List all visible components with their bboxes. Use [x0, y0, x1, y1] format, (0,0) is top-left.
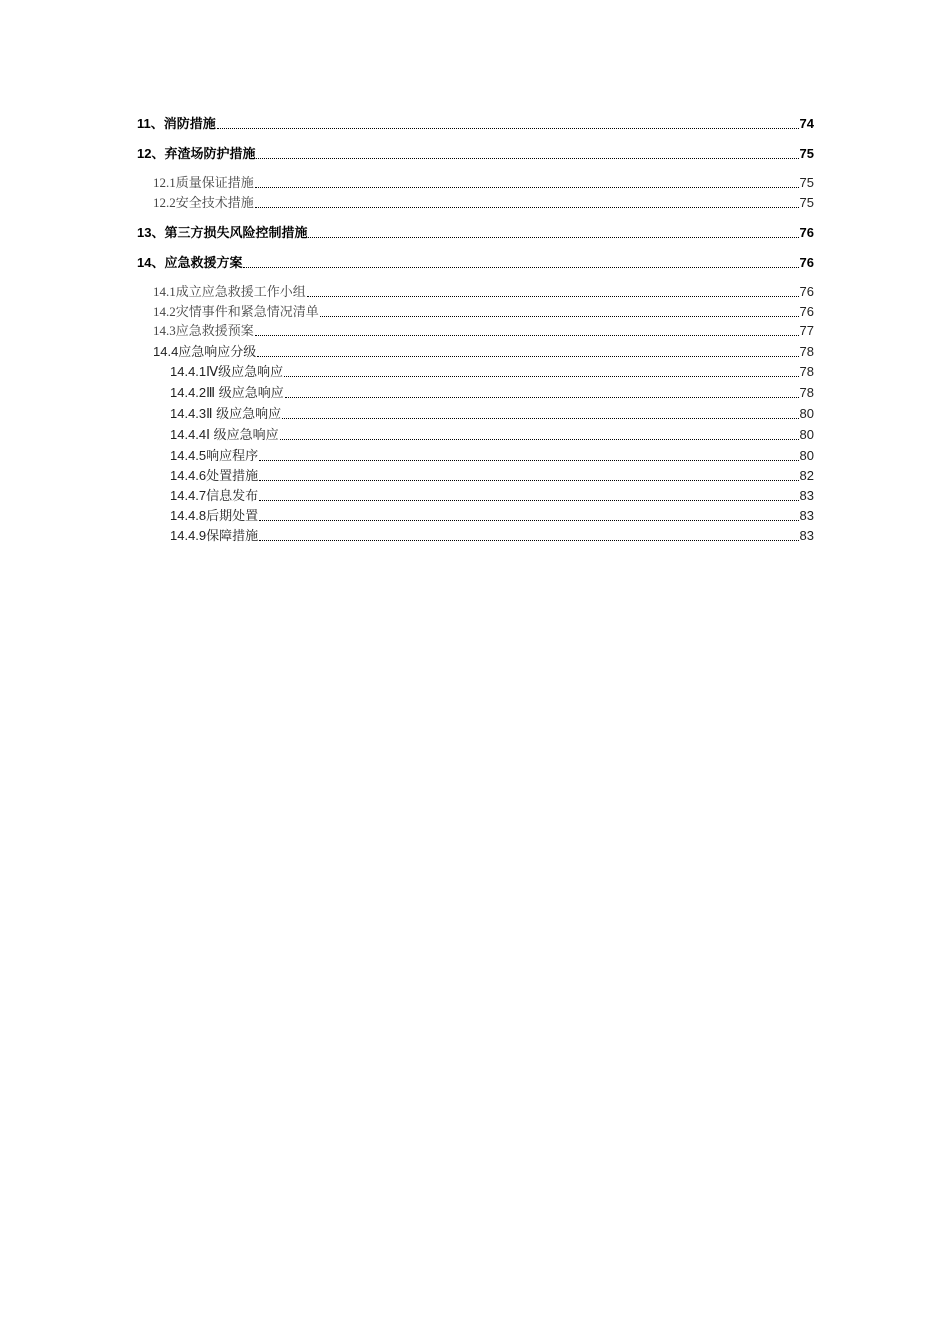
- dot-leader: [256, 158, 798, 159]
- dot-leader: [280, 439, 799, 440]
- toc-entry-14-4[interactable]: [153, 344, 814, 360]
- dot-leader: [255, 335, 799, 336]
- toc-entry-page: 78: [799, 385, 814, 400]
- dot-leader: [217, 128, 799, 129]
- dot-leader: [259, 460, 798, 461]
- toc-entry-title: 14、应急救援方案: [137, 255, 243, 270]
- dot-leader: [307, 296, 799, 297]
- toc-entry-title: 14.4应急响应分级: [153, 344, 257, 359]
- toc-entry-page: 80: [799, 427, 814, 442]
- toc-entry-page: 78: [799, 364, 814, 379]
- toc-entry-page: 83: [799, 508, 814, 523]
- toc-entry-page: 76: [799, 284, 814, 299]
- toc-entry-title: 13、第三方损失风险控制措施: [137, 225, 308, 240]
- toc-entry-14-4-3[interactable]: [170, 406, 814, 422]
- toc-entry-14-4-1[interactable]: [170, 364, 814, 380]
- toc-entry-page: 82: [799, 468, 814, 483]
- toc-entry-14-2[interactable]: [153, 304, 814, 320]
- toc-entry-14[interactable]: [137, 255, 814, 271]
- toc-entry-page: 83: [799, 488, 814, 503]
- toc-entry-14-4-2[interactable]: [170, 385, 814, 401]
- toc-entry-14-4-9[interactable]: [170, 528, 814, 544]
- toc-entry-page: 76: [799, 255, 814, 270]
- dot-leader: [320, 316, 799, 317]
- toc-entry-12-1[interactable]: [153, 175, 814, 191]
- toc-entry-page: 80: [799, 448, 814, 463]
- toc-entry-title: 14.1成立应急救援工作小组: [153, 284, 306, 299]
- toc-entry-title: 14.4.1Ⅳ级应急响应: [170, 364, 284, 379]
- toc-entry-page: 80: [799, 406, 814, 421]
- toc-entry-12[interactable]: [137, 146, 814, 162]
- toc-entry-title: 11、消防措施: [137, 116, 216, 131]
- dot-leader: [257, 356, 798, 357]
- dot-leader: [282, 418, 798, 419]
- toc-entry-title: 14.4.9保障措施: [170, 528, 259, 543]
- dot-leader: [285, 397, 799, 398]
- toc-entry-title: 14.4.3Ⅱ 级应急响应: [170, 406, 282, 421]
- toc-entry-title: 14.4.6处置措施: [170, 468, 259, 483]
- toc-entry-14-4-8[interactable]: [170, 508, 814, 524]
- toc-entry-title: 14.4.2Ⅲ 级应急响应: [170, 385, 284, 400]
- toc-entry-title: 14.3应急救援预案: [153, 323, 254, 338]
- toc-entry-page: 74: [799, 116, 814, 131]
- dot-leader: [243, 267, 798, 268]
- toc-entry-14-4-7[interactable]: [170, 488, 814, 504]
- toc-entry-14-4-6[interactable]: [170, 468, 814, 484]
- dot-leader: [284, 376, 798, 377]
- toc-entry-page: 75: [799, 146, 814, 161]
- toc-entry-14-1[interactable]: [153, 284, 814, 300]
- toc-entry-page: 76: [799, 225, 814, 240]
- toc-entry-14-4-4[interactable]: [170, 427, 814, 443]
- toc-entry-title: 14.4.7信息发布: [170, 488, 259, 503]
- toc-entry-page: 83: [799, 528, 814, 543]
- toc-entry-title: 14.2灾情事件和紧急情况清单: [153, 304, 319, 319]
- dot-leader: [259, 540, 798, 541]
- dot-leader: [259, 480, 798, 481]
- toc-entry-12-2[interactable]: [153, 195, 814, 211]
- toc-entry-page: 76: [799, 304, 814, 319]
- toc-entry-page: 78: [799, 344, 814, 359]
- toc-entry-title: 12、弃渣场防护措施: [137, 146, 256, 161]
- toc-entry-title: 14.4.8后期处置: [170, 508, 259, 523]
- toc-entry-14-4-5[interactable]: [170, 448, 814, 464]
- dot-leader: [255, 187, 799, 188]
- toc-entry-page: 77: [799, 323, 814, 338]
- toc-entry-14-3[interactable]: [153, 323, 814, 339]
- dot-leader: [308, 237, 798, 238]
- toc-entry-13[interactable]: [137, 225, 814, 241]
- toc-entry-title: 12.2安全技术措施: [153, 195, 254, 210]
- toc-entry-title: 12.1质量保证措施: [153, 175, 254, 190]
- toc-entry-page: 75: [799, 175, 814, 190]
- dot-leader: [255, 207, 799, 208]
- dot-leader: [259, 500, 798, 501]
- toc-entry-page: 75: [799, 195, 814, 210]
- toc-entry-11[interactable]: [137, 116, 814, 132]
- toc-entry-title: 14.4.5响应程序: [170, 448, 259, 463]
- dot-leader: [259, 520, 798, 521]
- toc-entry-title: 14.4.4Ⅰ 级应急响应: [170, 427, 279, 442]
